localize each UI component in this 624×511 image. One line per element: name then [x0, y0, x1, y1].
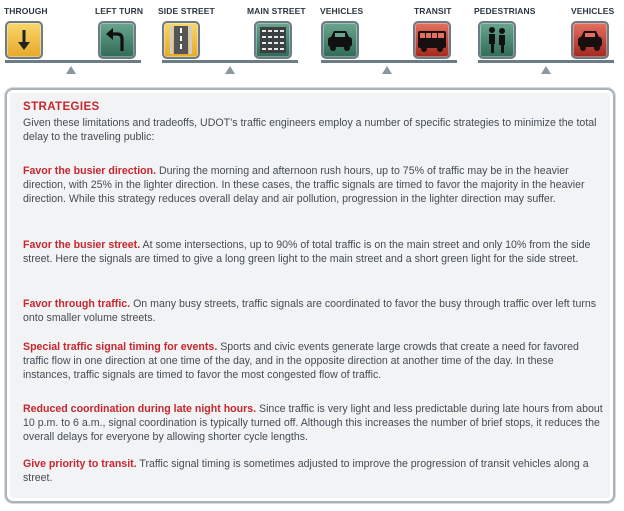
- signal-label-left-turn: LEFT TURN: [95, 6, 144, 16]
- rail: [162, 60, 298, 63]
- through-vs-left-turn-group: [0, 0, 150, 84]
- balance-pointer: [382, 66, 392, 74]
- signal-label-main-street: MAIN STREET: [247, 6, 306, 16]
- strategy-lead: Give priority to transit.: [23, 458, 137, 470]
- signal-label-vehicles: VEHICLES: [320, 6, 364, 16]
- strategy-item: [23, 298, 603, 326]
- strategy-item: [23, 341, 603, 382]
- strategy-item: [23, 458, 603, 486]
- car-icon: [321, 21, 359, 59]
- side-vs-main-street-group: [158, 0, 308, 84]
- left-turn-arrow-icon: [98, 21, 136, 59]
- signal-label-vehicles-2: VEHICLES: [571, 6, 615, 16]
- rail: [321, 60, 457, 63]
- strategies-panel: [5, 88, 615, 503]
- signal-label-side-street: SIDE STREET: [158, 6, 215, 16]
- balance-pointer: [66, 66, 76, 74]
- balance-pointer: [225, 66, 235, 74]
- strategy-lead: Favor the busier direction.: [23, 165, 157, 177]
- pedestrians-vs-vehicles-group: [474, 0, 624, 84]
- strategy-item: [23, 239, 603, 267]
- pedestrians-icon: [478, 21, 516, 59]
- strategies-content: [23, 101, 603, 158]
- strategy-item: [23, 403, 603, 444]
- strategy-item: [23, 165, 603, 206]
- signal-label-through: THROUGH: [4, 6, 48, 16]
- strategy-text: Since traffic is very light and less predictable during late hours from about 10 p.m. to 6 a.m., signal coordination is typically turned off. Although this increases the number of brief stops, it reduces the overall delays for everyone by allowing shorter cycle lengths.: [23, 403, 603, 443]
- side-street-road-icon: [162, 21, 200, 59]
- signal-label-transit: TRANSIT: [414, 6, 452, 16]
- strategy-text: Sports and civic events generate large crowds that create a need for favored traffic flow in one direction at one time of the day, and in the opposite direction at another time of the day. In these instances, traffic signals are timed to favor the most congested flow of traffic.: [23, 341, 579, 381]
- strategies-intro: Given these limitations and tradeoffs, UDOT’s traffic engineers employ a number of specific strategies to minimize the total delay to the traveling public:: [23, 117, 597, 143]
- strategy-lead: Special traffic signal timing for events.: [23, 341, 218, 353]
- strategy-lead: Favor through traffic.: [23, 298, 131, 310]
- strategy-text: During the morning and afternoon rush hours, up to 75% of traffic may be in the heavier direction, with 25% in the lighter direction. In these cases, the traffic signals are timed to favor the majority in the heavier direction. While this strategy reduces overall delay and air pollution, progression in the lighter direction may suffer.: [23, 165, 585, 205]
- rail: [5, 60, 141, 63]
- balance-pointer: [541, 66, 551, 74]
- strategy-lead: Reduced coordination during late night hours.: [23, 403, 257, 415]
- down-arrow-icon: [5, 21, 43, 59]
- strategy-text: On many busy streets, traffic signals are coordinated to favor the busy through traffic over left turns onto smaller volume streets.: [23, 298, 597, 324]
- strategy-lead: Favor the busier street.: [23, 239, 141, 251]
- strategy-text: At some intersections, up to 90% of total traffic is on the main street and only 10% from the side street. Here the signals are timed to give a long green light to the main street and a short green light for the side street.: [23, 239, 591, 265]
- main-street-grid-icon: [254, 21, 292, 59]
- signal-label-pedestrians: PEDESTRIANS: [474, 6, 536, 16]
- signal-comparison-strip: [0, 0, 624, 84]
- rail: [478, 60, 614, 63]
- strategies-title: STRATEGIES: [23, 101, 100, 113]
- car-icon: [571, 21, 609, 59]
- bus-icon: [413, 21, 451, 59]
- vehicles-vs-transit-group: [316, 0, 466, 84]
- strategy-text: Traffic signal timing is sometimes adjusted to improve the progression of transit vehicles along a street.: [23, 458, 589, 484]
